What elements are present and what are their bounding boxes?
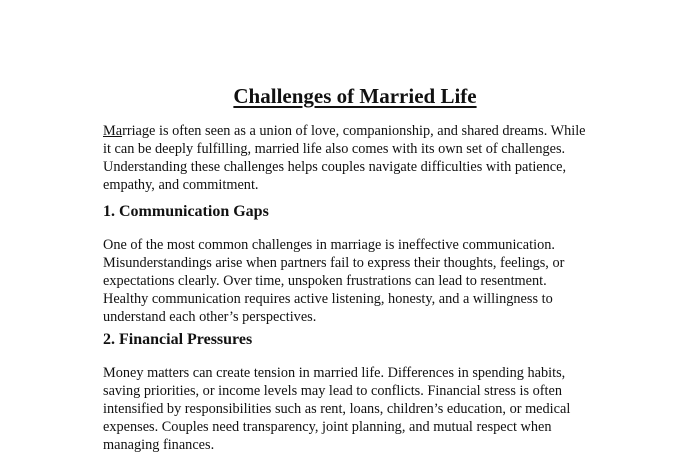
section-heading-communication: 1. Communication Gaps — [103, 203, 269, 220]
intro-underlined-text: Ma — [103, 123, 123, 139]
section-body-financial: Money matters can create tension in married life. Differences in spending habits, saving priorities, or income levels may lead to conflicts. Financial stress is often intensified by responsibilities such as rent, loans, children’s education, or medical expenses. Couples need transparency, joint planning, and mutual respect when managing finances. — [103, 365, 571, 453]
section-body-communication: One of the most common challenges in marriage is ineffective communication. Misunderstandings arise when partners fail to express their thoughts, feelings, or expectations clearly. Over time, unspoken frustrations can lead to resentment. Healthy communication requires active listening, honesty, and a willingness to understand each other’s perspectives. — [103, 237, 565, 325]
section-heading-financial: 2. Financial Pressures — [103, 331, 253, 348]
document-title: Challenges of Married Life — [233, 84, 477, 108]
intro-paragraph — [103, 122, 593, 194]
intro-text: rriage is often seen as a union of love, companionship, and shared dreams. While it can be deeply fulfilling, married life also comes with its own set of challenges. Understanding these challenges helps couples navigate difficulties with patience, empathy, and commitment. — [103, 123, 586, 193]
